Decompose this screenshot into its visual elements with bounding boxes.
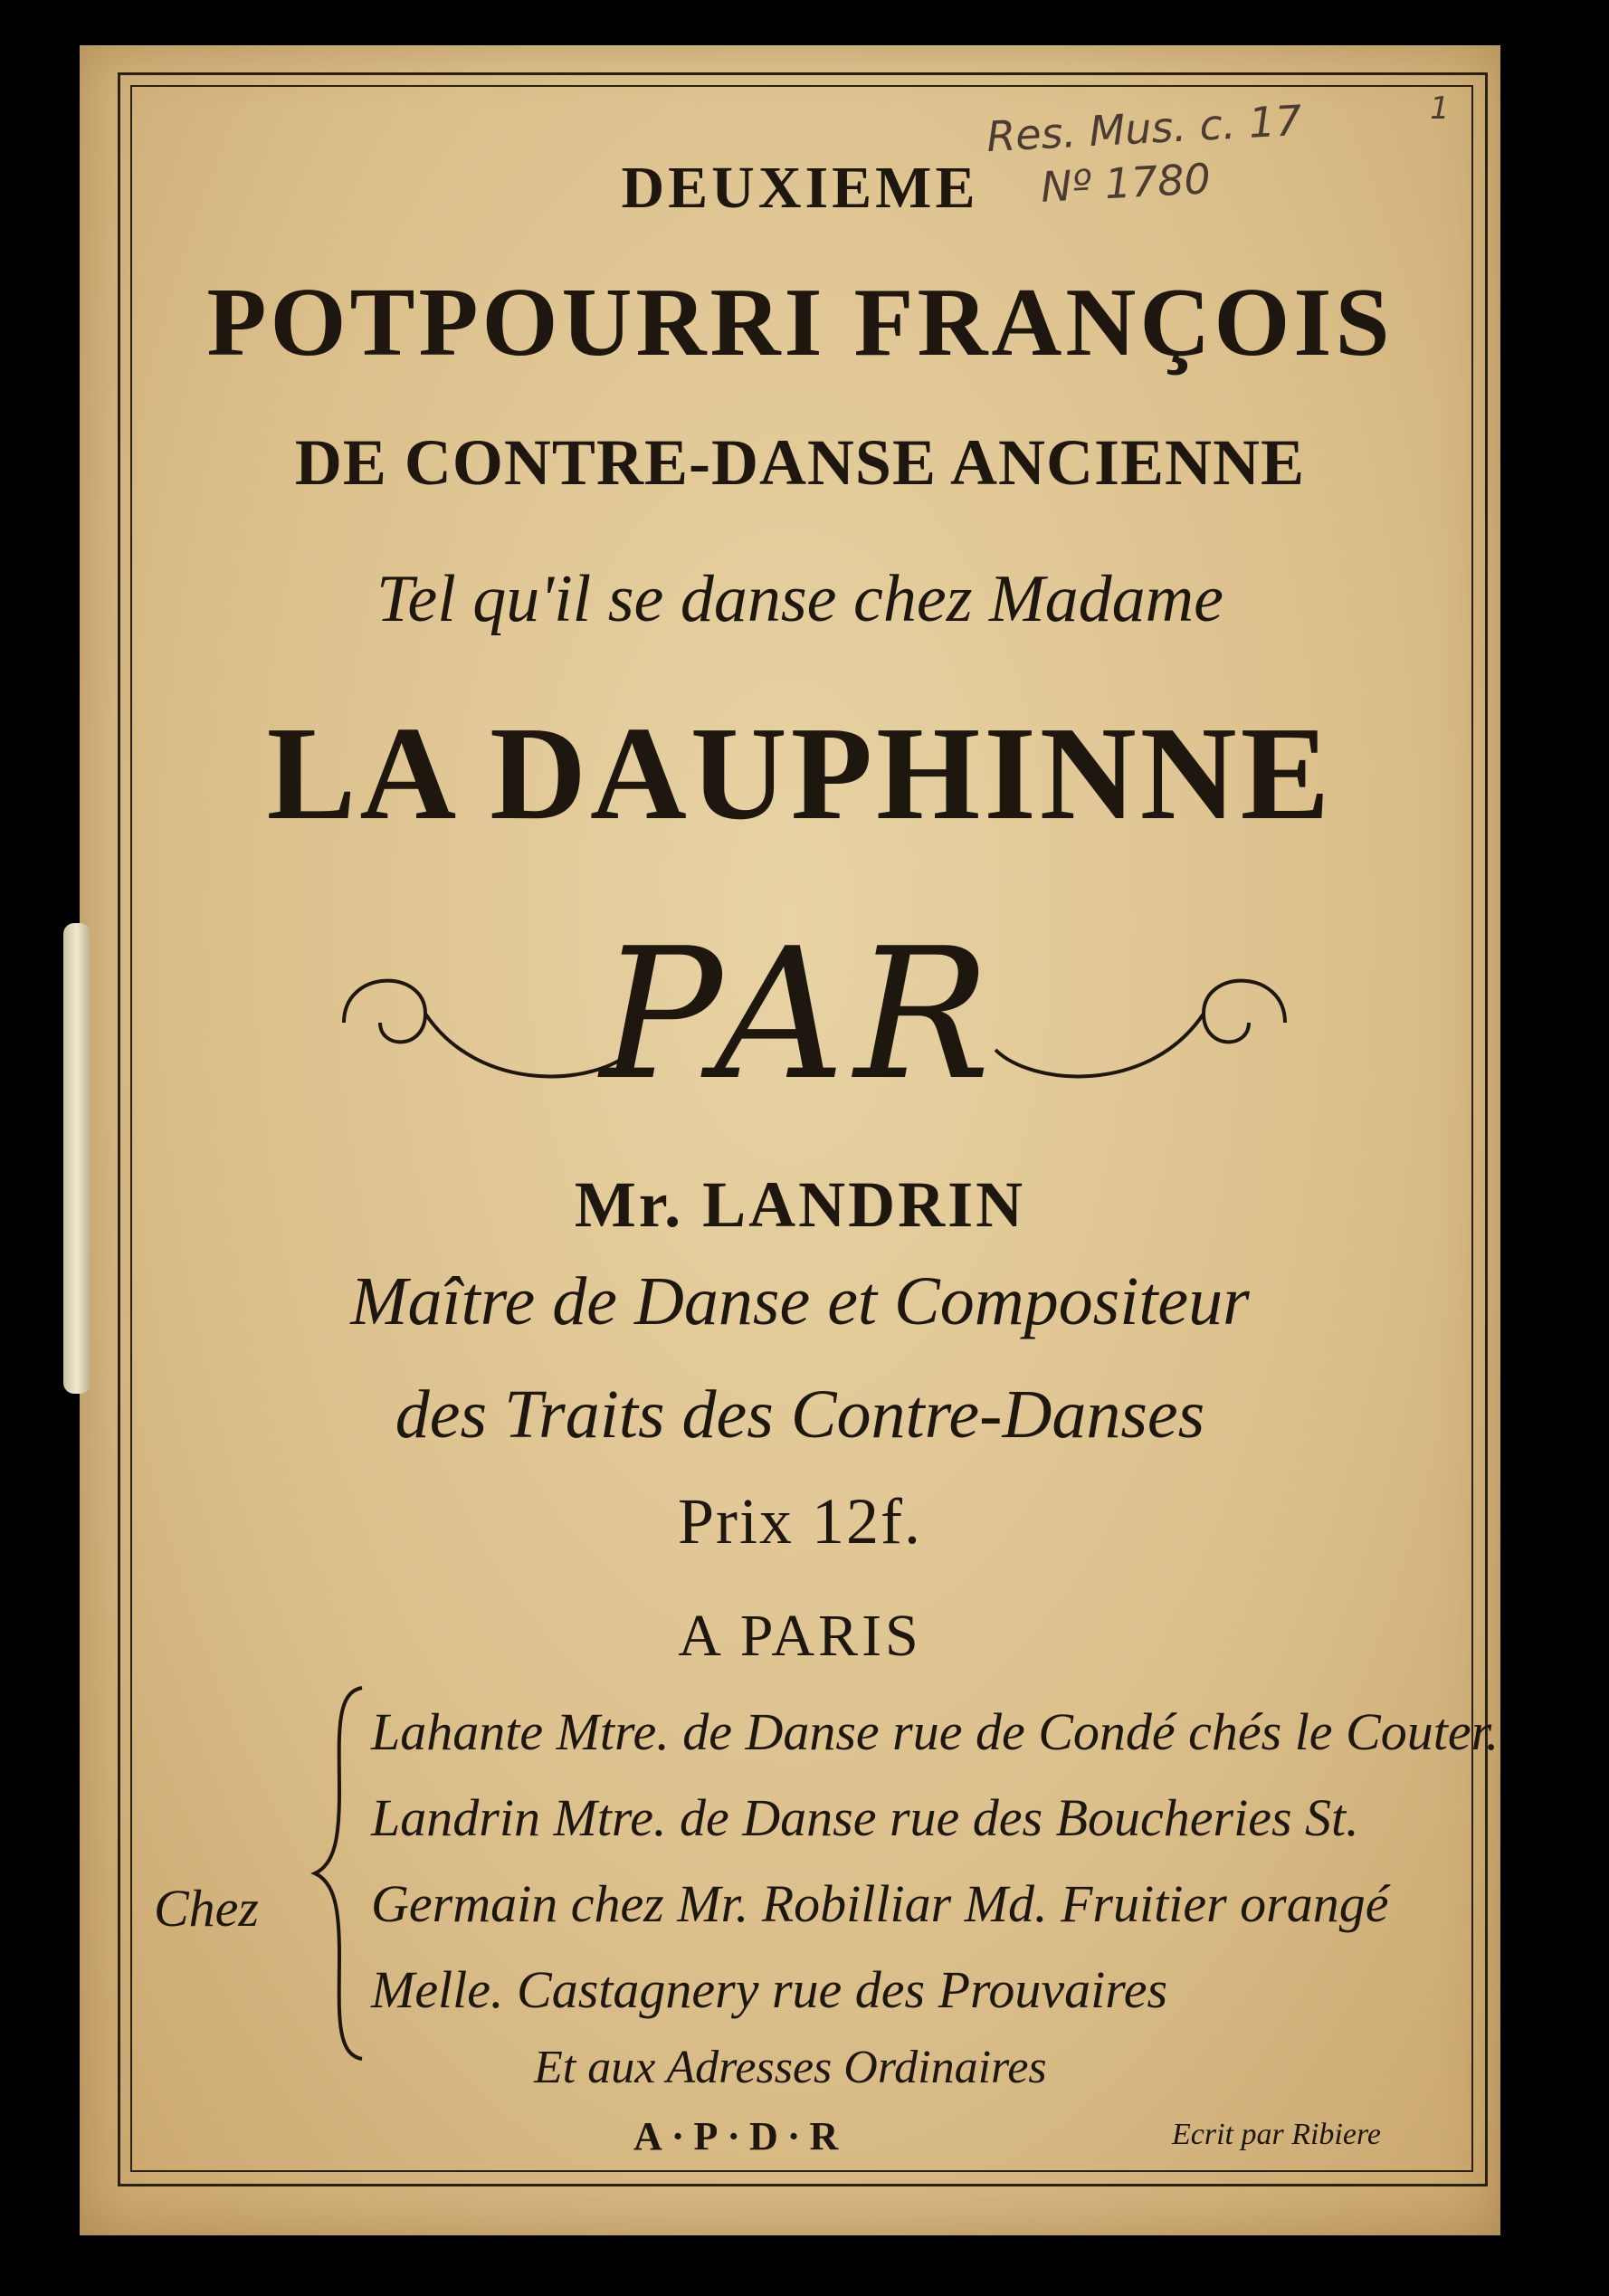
- par-flourish: PAR: [600, 910, 1000, 1120]
- address-line-1: Lahante Mtre. de Danse rue de Condé chés le Couter.: [371, 1702, 1500, 1761]
- title-line-potpourri: POTPOURRI FRANÇOIS: [206, 269, 1394, 376]
- par-flourish-swirls: [326, 914, 1303, 1113]
- title-line-tel-qu-il: Tel qu'il se danse chez Madame: [376, 562, 1223, 636]
- address-line-2: Landrin Mtre. de Danse rue des Boucheries St.: [371, 1788, 1359, 1847]
- engraver-credit: Ecrit par Ribiere: [1172, 2118, 1382, 2151]
- city-heading: A PARIS: [678, 1603, 922, 1669]
- address-line-5: Et aux Adresses Ordinaires: [534, 2042, 1047, 2093]
- page-number: 1: [1430, 91, 1450, 127]
- price: Prix 12f.: [678, 1485, 922, 1558]
- address-line-4: Melle. Castagnery rue des Prouvaires: [371, 1960, 1168, 2019]
- curly-brace: [308, 1683, 371, 2063]
- author-name: Mr. LANDRIN: [574, 1168, 1026, 1241]
- shelfmark-line-1: Res. Mus. c. 17: [985, 95, 1303, 162]
- author-role-1: Maître de Danse et Compositeur: [350, 1263, 1250, 1339]
- title-line-dauphinne: LA DAUPHINNE: [266, 700, 1334, 848]
- author-role-2: des Traits des Contre-Danses: [395, 1377, 1205, 1453]
- title-line-deuxieme: DEUXIEME: [621, 155, 979, 221]
- chez-label: Chez: [154, 1879, 259, 1938]
- binding-string: [63, 923, 90, 1394]
- privilege-mark: A·P·D·R: [633, 2114, 848, 2158]
- shelfmark-line-2: Nº 1780: [1039, 154, 1213, 212]
- title-line-contre-danse: DE CONTRE-DANSE ANCIENNE: [294, 426, 1306, 499]
- address-line-3: Germain chez Mr. Robilliar Md. Fruitier orangé: [371, 1874, 1389, 1933]
